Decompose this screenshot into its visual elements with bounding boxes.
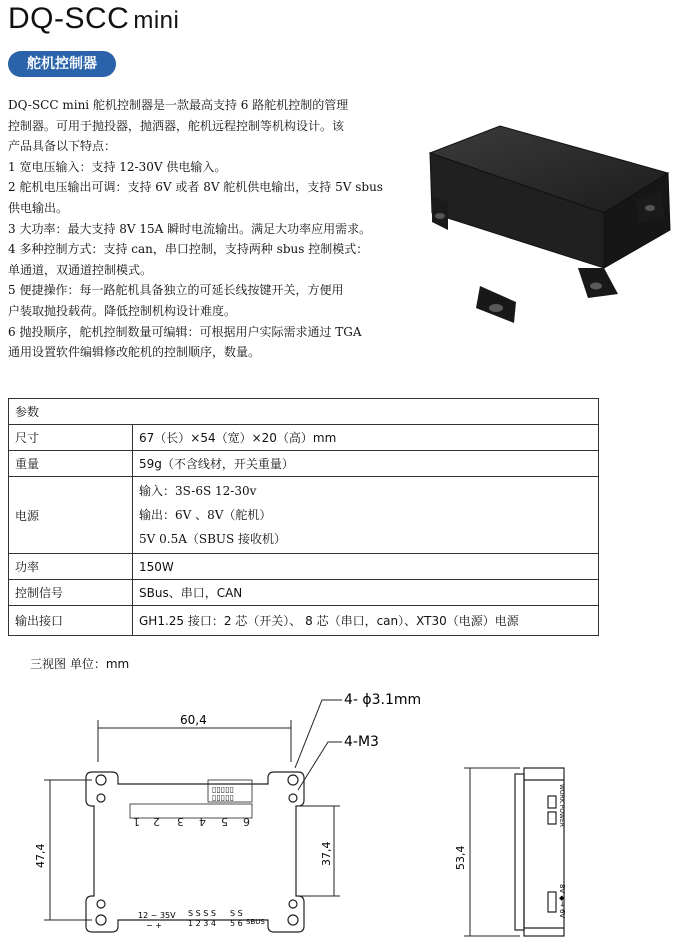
param-key: 电源 [9,477,133,554]
dim-height-left-label: 47,4 [34,843,47,868]
dim-width-label: 60,4 [180,713,207,727]
desc-line: 通用设置软件编辑修改舵机的控制顺序，数量。 [8,345,261,360]
channel-label: 5 [221,815,228,828]
param-key: 重量 [9,451,133,477]
desc-line: 单通道，双通道控制模式。 [8,262,153,277]
desc-line: 1 宽电压输入：支持 12-30V 供电输入。 [8,159,227,174]
side-label-top: WORK POWER [558,784,565,827]
category-badge: 舵机控制器 [8,51,116,77]
voltage-label: 12 ~ 35V [138,911,176,920]
param-value: SBus、串口，CAN [133,580,599,606]
svg-text:▯▯▯▯▯: ▯▯▯▯▯ [212,793,235,802]
desc-line: DQ-SCC mini 舵机控制器是一款最高支持 6 路舵机控制的管理 [8,98,349,112]
param-value: GH1.25 接口：2 芯（开关）、 8 芯（串口，can）、XT30（电源）电源 [133,606,599,636]
three-view-drawing [0,680,691,951]
desc-line: 控制器。可用于抛投器，抛洒器，舵机远程控制等机构设计。该 [8,118,345,133]
product-photo [418,118,688,333]
sbus-num-label: 1 2 3 4 [188,919,216,928]
channel-label: 2 [153,815,160,828]
dim-height-mid-label: 37,4 [320,841,333,866]
desc-line: 5 便捷操作：每一路舵机具备独立的可延长线按键开关，方便用 [8,283,344,298]
polarity-label: − + [146,921,162,930]
description [8,95,408,363]
param-value: 5V 0.5A（SBUS 接收机） [139,532,287,546]
param-value: 59g（不含线材，开关重量） [133,451,599,477]
desc-line: 户装取抛投载荷。降低控制机构设计难度。 [8,303,237,318]
param-value: 输出：6V 、8V（舵机） [139,508,272,522]
dim-side-height-label: 53,4 [454,845,467,870]
dim-hole-label: 4- ϕ3.1mm [344,692,422,708]
param-value: 输入：3S-6S 12-30v [139,484,257,498]
channel-label: 3 [177,815,184,828]
sbus-s2-label: S S [230,909,243,918]
param-value: 67（长）×54（宽）×20（高）mm [133,425,599,451]
param-key: 输出接口 [9,606,133,636]
param-key: 控制信号 [9,580,133,606]
sbus-s-label: S S S S [188,909,216,918]
desc-line: 产品具备以下特点： [8,139,117,154]
svg-text:▯▯▯▯▯: ▯▯▯▯▯ [212,785,235,794]
desc-line: 供电输出。 [8,200,69,215]
model-suffix: mini [133,7,180,34]
model-name: DQ-SCC [8,2,130,35]
desc-line: 6 抛投顺序，舵机控制数量可编辑：可根据用户实际需求通过 TGA [8,324,362,339]
channel-label: 4 [199,815,206,828]
params-table [8,398,599,636]
sbus-label: SBUS [246,918,265,926]
desc-line: 3 大功率：最大支持 8V 15A 瞬时电流输出。满足大功率应用需求。 [8,221,372,236]
side-label-bottom: 8V ◆→ 6V [558,884,566,919]
three-view-title: 三视图 单位：mm [30,657,130,671]
params-header: 参数 [9,399,599,425]
desc-line: 2 舵机电压输出可调：支持 6V 或者 8V 舵机供电输出，支持 5V sbus [8,180,383,195]
dim-thread-label: 4-M3 [344,734,379,750]
desc-line: 4 多种控制方式：支持 can，串口控制，支持两种 sbus 控制模式： [8,242,369,257]
sbus-num2-label: 5 6 [230,919,243,928]
product-title [8,2,179,36]
channel-label: 1 [133,815,140,828]
param-key: 功率 [9,554,133,580]
param-value: 150W [133,554,599,580]
param-key: 尺寸 [9,425,133,451]
channel-label: 6 [243,815,250,828]
param-value-group [133,477,599,554]
